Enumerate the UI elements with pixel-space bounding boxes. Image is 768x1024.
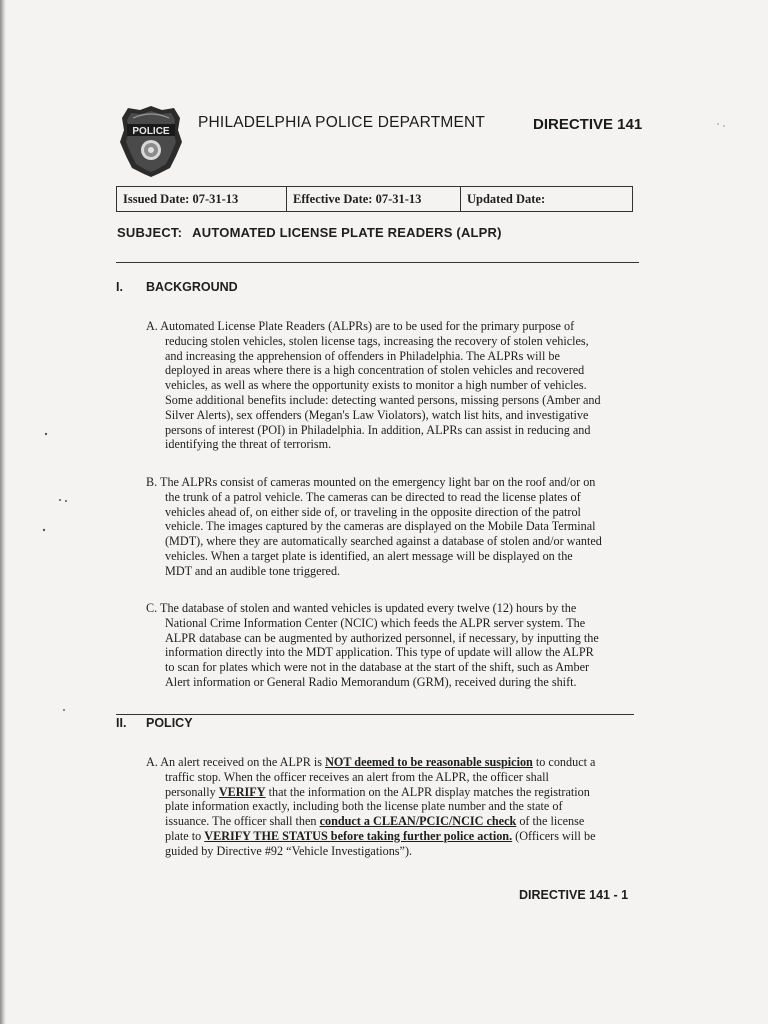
section-2-number: II. <box>116 716 127 730</box>
paragraph-line: Silver Alerts), sex offenders (Megan's Law Violators), watch list hits, and investigative <box>165 407 589 422</box>
text-run: issuance. The officer shall then <box>165 814 320 829</box>
policy-paragraph-a <box>146 755 646 859</box>
text-run: A. An alert received on the ALPR is <box>146 755 326 769</box>
text-run: that the information on the ALPR display matches the registration <box>265 784 590 799</box>
paragraph-line <box>146 814 646 829</box>
paragraph-line: information directly into the MDT application. This type of update will allow the ALPR <box>165 645 594 660</box>
paragraph-line: C. The database of stolen and wanted vehicles is updated every twelve (12) hours by the <box>146 601 577 615</box>
subject-divider <box>116 262 639 263</box>
paragraph-line: to scan for plates which were not in the database at the start of the shift, such as Amber <box>165 660 590 675</box>
background-paragraph-b <box>146 475 646 579</box>
subject-label: SUBJECT: <box>117 225 183 240</box>
paragraph-line: vehicles ahead of, on either side of, or traveling in the opposite direction of the patrol <box>165 504 581 519</box>
paragraph-line: vehicle. The images captured by the cameras are displayed on the Mobile Data Terminal <box>165 519 596 534</box>
section-1-heading <box>116 280 238 294</box>
paragraph-line: A. Automated License Plate Readers (ALPRs) are to be used for the primary purpose of <box>146 319 575 333</box>
text-run: personally <box>165 784 219 799</box>
police-badge-logo <box>118 104 184 178</box>
paragraph-line: MDT and an audible tone triggered. <box>165 563 341 578</box>
underlined-text: VERIFY THE STATUS before taking further police action. <box>204 828 513 843</box>
paragraph-line: identifying the threat of terrorism. <box>165 437 332 452</box>
badge-text: POLICE <box>132 126 170 137</box>
subject-text: AUTOMATED LICENSE PLATE READERS (ALPR) <box>192 225 502 240</box>
dates-table <box>116 186 633 212</box>
text-run: plate to <box>165 828 205 843</box>
subject-line <box>117 225 502 240</box>
issued-date: Issued Date: 07-31-13 <box>117 187 287 211</box>
paragraph-line: National Crime Information Center (NCIC) which feeds the ALPR server system. The <box>165 615 586 630</box>
paragraph-line: vehicles, as well as where the opportunity exists to monitor a high number of vehicles. <box>165 378 587 393</box>
section-2-heading <box>116 716 193 730</box>
section-2-title: POLICY <box>146 716 193 730</box>
page-footer: DIRECTIVE 141 - 1 <box>519 888 629 902</box>
paragraph-line: vehicles. When a target plate is identified, an alert message will be displayed on the <box>165 548 573 563</box>
background-paragraph-a <box>146 319 646 452</box>
paragraph-line: Alert information or General Radio Memorandum (GRM), received during the shift. <box>165 674 577 689</box>
text-run: (Officers will be <box>512 828 596 843</box>
updated-date: Updated Date: <box>467 192 546 206</box>
paragraph-line: guided by Directive #92 “Vehicle Investigations”). <box>165 843 413 858</box>
directive-title: DIRECTIVE 141 <box>533 116 643 133</box>
paragraph-line: reducing stolen vehicles, stolen license tags, increasing the recovery of stolen vehicles, <box>165 333 589 348</box>
paragraph-line: (MDT), where they are automatically searched against a database of stolen and/or wanted <box>165 534 602 549</box>
scan-edge <box>0 0 6 1024</box>
paragraph-line: ALPR database can be augmented by authorized personnel, if necessary, by inputting the <box>165 630 599 645</box>
text-run: to conduct a <box>532 755 596 769</box>
paragraph-line: B. The ALPRs consist of cameras mounted on the emergency light bar on the roof and/or on <box>146 475 596 489</box>
underlined-text: conduct a CLEAN/PCIC/NCIC check <box>319 814 517 829</box>
paragraph-line: plate information exactly, including both the license plate number and the state of <box>165 799 563 814</box>
underlined-text: NOT deemed to be reasonable suspicion <box>325 755 533 769</box>
paragraph-line: deployed in areas where there is a high concentration of stolen vehicles and recovered <box>165 363 585 378</box>
paragraph-line: persons of interest (POI) in Philadelphia. In addition, ALPRs can assist in reducing and <box>165 422 591 437</box>
text-run: of the license <box>516 814 585 829</box>
department-title: PHILADELPHIA POLICE DEPARTMENT <box>198 114 486 131</box>
paragraph-line <box>146 755 646 770</box>
section-divider <box>116 714 634 715</box>
paragraph-line <box>146 785 646 800</box>
background-paragraph-c <box>146 601 646 690</box>
paragraph-line: and increasing the apprehension of offenders in Philadelphia. The ALPRs will be <box>165 348 560 363</box>
effective-date: Effective Date: 07-31-13 <box>287 187 461 211</box>
underlined-text: VERIFY <box>218 784 266 799</box>
paragraph-line: Some additional benefits include: detecting wanted persons, missing persons (Amber and <box>165 392 601 407</box>
section-1-number: I. <box>116 280 123 294</box>
section-1-title: BACKGROUND <box>146 280 238 294</box>
paragraph-line: the trunk of a patrol vehicle. The cameras can be directed to read the license plates of <box>165 489 581 504</box>
paragraph-line: traffic stop. When the officer receives an alert from the ALPR, the officer shall <box>165 769 549 784</box>
paragraph-line <box>146 829 646 844</box>
